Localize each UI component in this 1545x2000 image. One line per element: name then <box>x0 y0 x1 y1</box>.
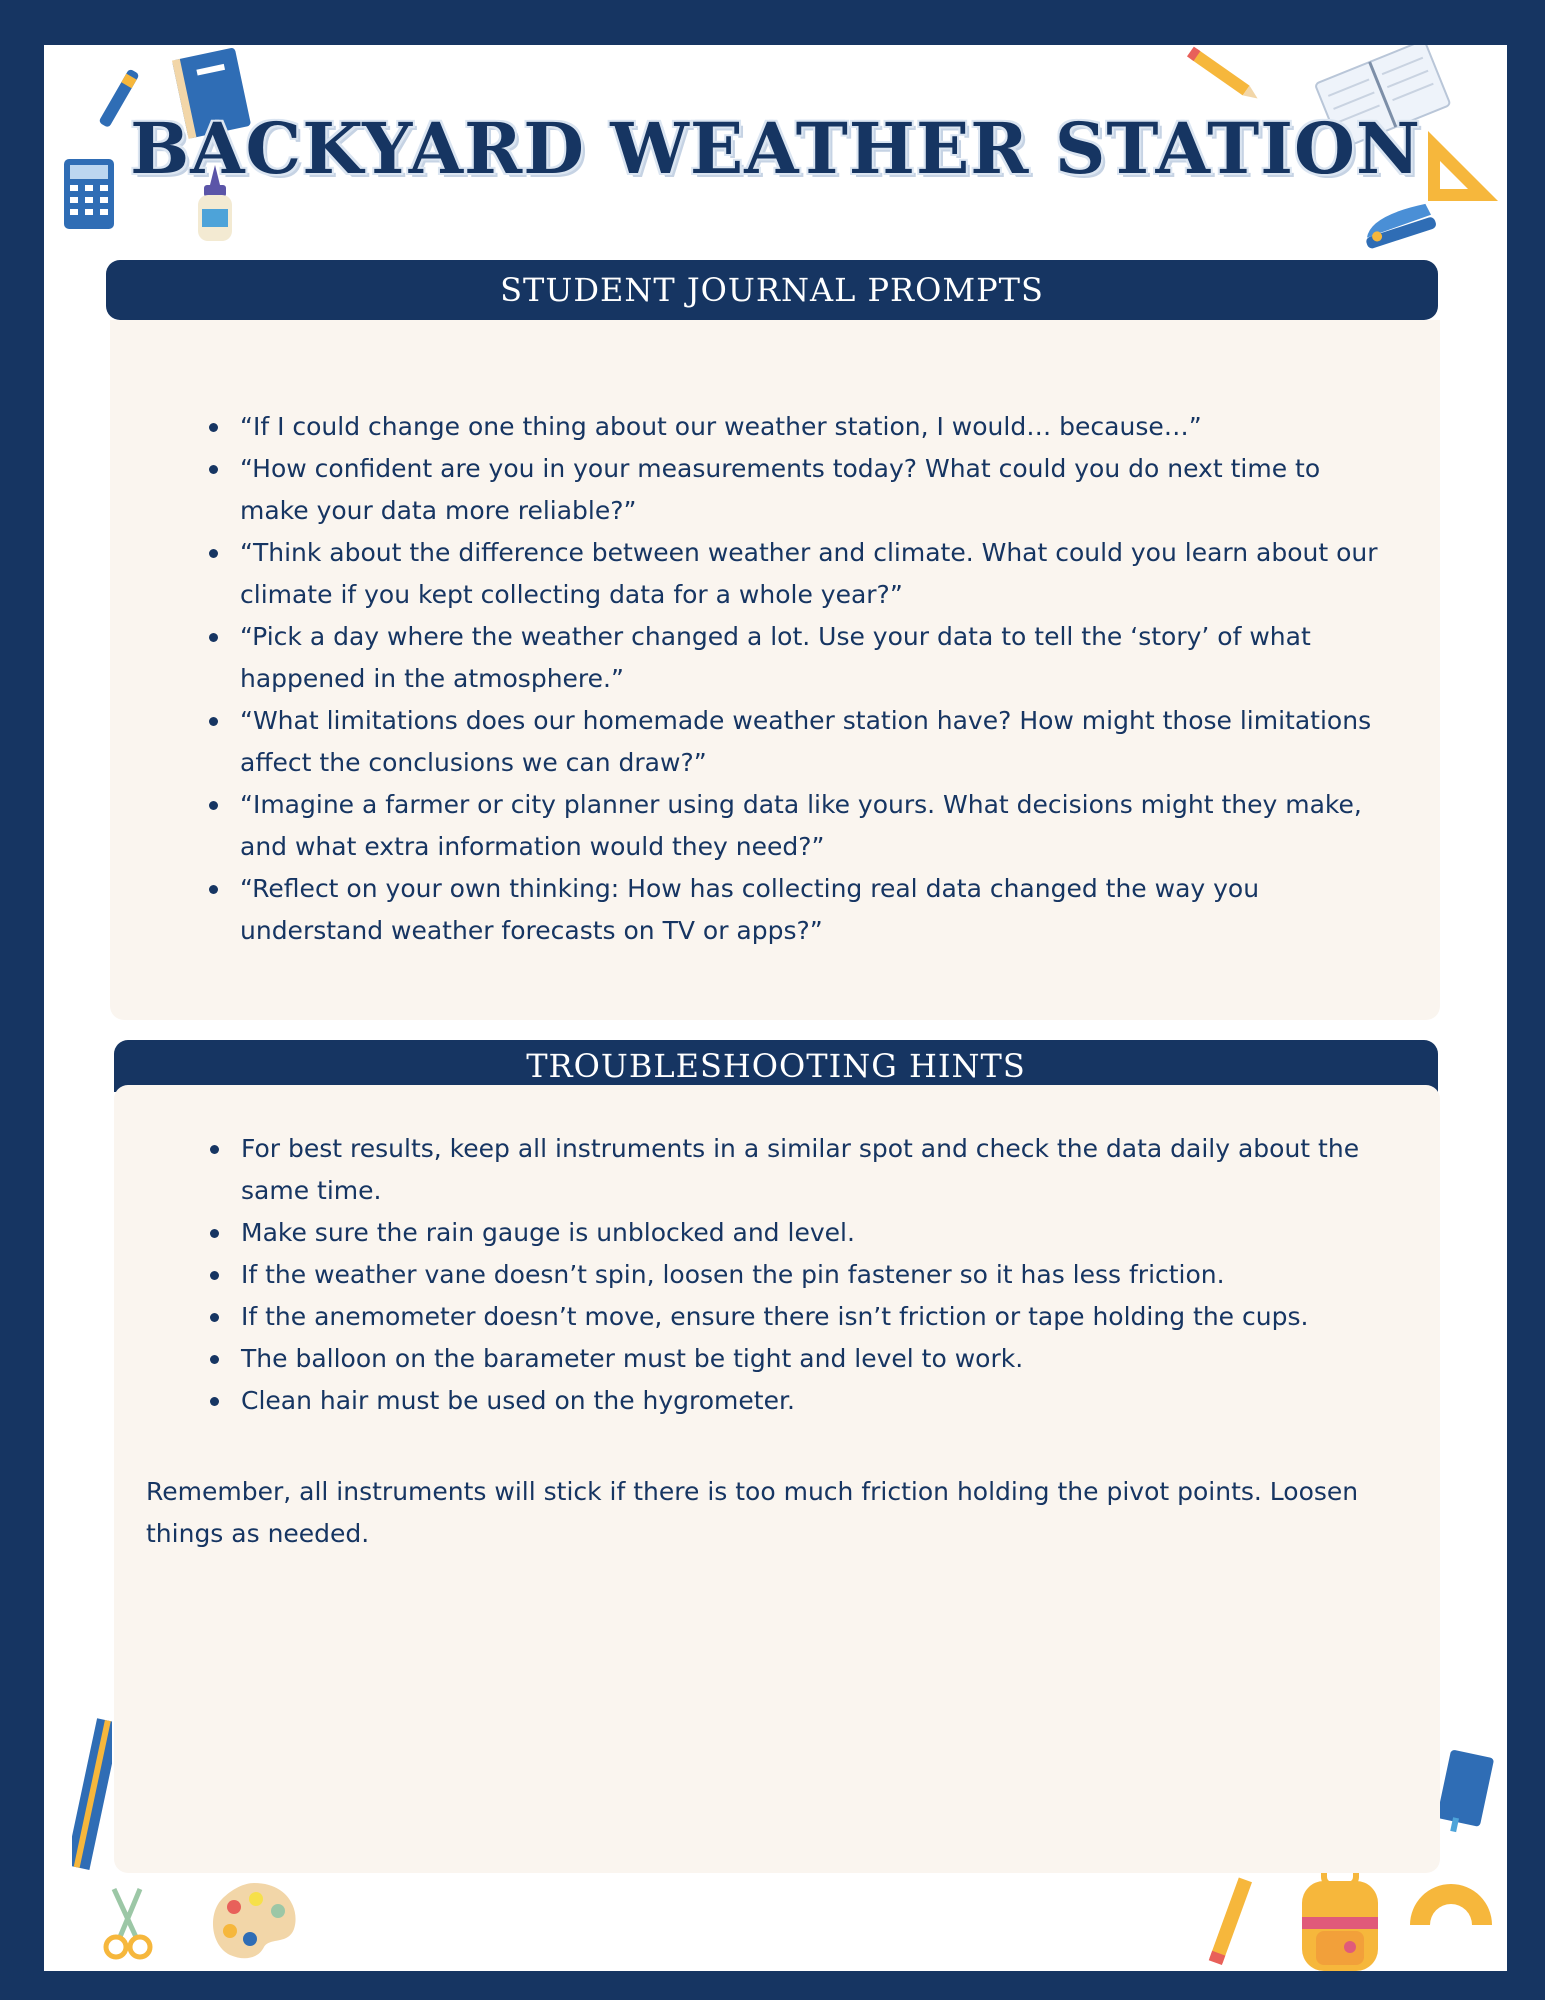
troubleshooting-panel <box>114 1085 1440 1873</box>
stapler-icon <box>1354 193 1444 253</box>
troubleshooting-heading: TROUBLESHOOTING HINTS <box>114 1040 1438 1092</box>
list-item: “If I could change one thing about our weather station, I would… because…” <box>240 406 1380 448</box>
troubleshooting-list <box>241 1128 1381 1422</box>
list-item: “Think about the difference between weather and climate. What could you learn about our climate if you kept collecting data for a whole year?” <box>240 532 1380 616</box>
list-item: The balloon on the barameter must be tight and level to work. <box>241 1338 1381 1380</box>
worksheet-page <box>44 45 1507 1971</box>
palette-icon <box>204 1877 304 1967</box>
list-item: “Pick a day where the weather changed a lot. Use your data to tell the ‘story’ of what happened in the atmosphere.” <box>240 616 1380 700</box>
journal-prompts-heading: STUDENT JOURNAL PROMPTS <box>106 260 1438 320</box>
scissors-icon <box>94 1885 164 1965</box>
list-item: “How confident are you in your measurements today? What could you do next time to make your data more reliable?” <box>240 448 1380 532</box>
list-item: “Reflect on your own thinking: How has collecting real data changed the way you understand weather forecasts on TV or apps?” <box>240 868 1380 952</box>
page-title: BACKYARD WEATHER STATION <box>130 107 1421 190</box>
list-item: If the weather vane doesn’t spin, loosen the pin fastener so it has less friction. <box>241 1254 1381 1296</box>
journal-prompts-panel <box>110 320 1440 1020</box>
pencil-icon <box>72 1715 112 1885</box>
list-item: “Imagine a farmer or city planner using data like yours. What decisions might they make, and what extra information would they need?” <box>240 784 1380 868</box>
list-item: If the anemometer doesn’t move, ensure there isn’t friction or tape holding the cups. <box>241 1296 1381 1338</box>
pencil-icon <box>1204 1875 1254 1971</box>
list-item: For best results, keep all instruments in a similar spot and check the data daily about the same time. <box>241 1128 1381 1212</box>
book-icon <box>1434 1745 1494 1845</box>
protractor-icon <box>1406 1873 1496 1933</box>
backpack-icon <box>1290 1865 1390 1971</box>
journal-prompts-list <box>240 406 1380 952</box>
list-item: Clean hair must be used on the hygrometer. <box>241 1380 1381 1422</box>
pencil-icon <box>1179 45 1269 105</box>
troubleshooting-note: Remember, all instruments will stick if there is too much friction holding the pivot points. Loosen things as needed. <box>146 1477 1359 1548</box>
list-item: “What limitations does our homemade weather station have? How might those limitations affect the conclusions we can draw?” <box>240 700 1380 784</box>
list-item: Make sure the rain gauge is unblocked and level. <box>241 1212 1381 1254</box>
